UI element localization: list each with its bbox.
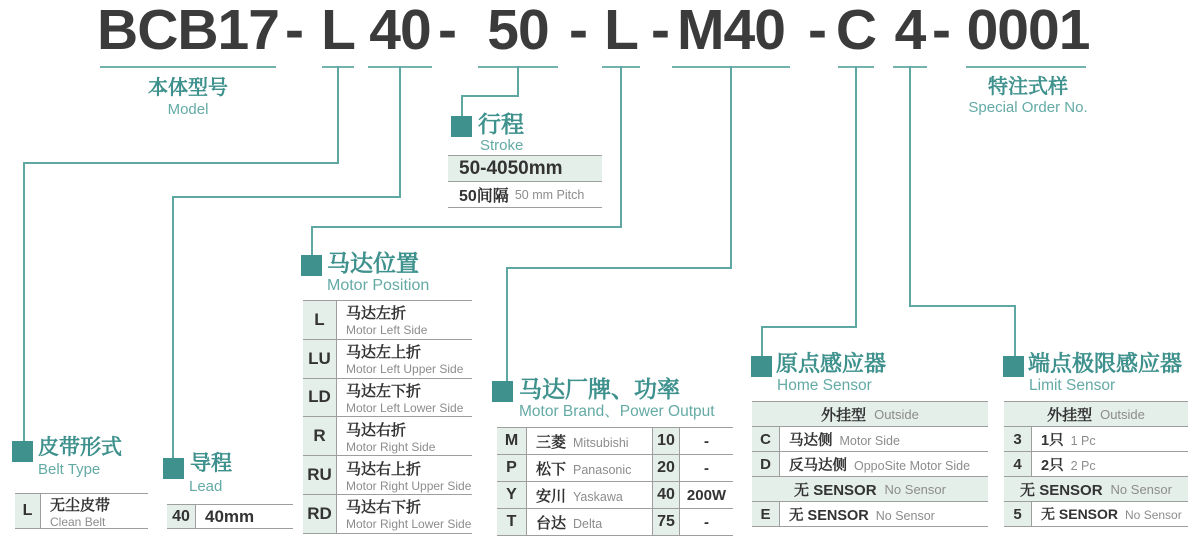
row-desc-zh: 马达左下折 xyxy=(346,382,422,400)
table-row xyxy=(1004,502,1188,527)
row-desc-zh: 无 SENSOR xyxy=(789,507,869,524)
row-code: LD xyxy=(303,379,337,417)
brand-en: Yaskawa xyxy=(573,489,623,504)
code-lead: 40 xyxy=(369,0,431,62)
row-desc-en: Motor Side xyxy=(839,433,900,448)
stroke-title-zh: 行程 xyxy=(478,111,524,137)
power-watt: - xyxy=(704,459,709,477)
table-row xyxy=(497,482,733,509)
special-order-label-en: Special Order No. xyxy=(968,99,1088,116)
power-watt: - xyxy=(704,432,709,450)
motor-brand-table xyxy=(497,427,733,536)
stroke-range-row xyxy=(448,156,602,182)
group-en: No Sensor xyxy=(884,481,946,497)
lead-title-zh: 导程 xyxy=(190,452,232,475)
brand-en: Panasonic xyxy=(573,462,632,477)
code-dash-6: - xyxy=(932,0,950,62)
stroke-section-icon xyxy=(451,116,472,137)
row-code: D xyxy=(752,452,780,476)
row-code: 4 xyxy=(1004,452,1032,476)
row-desc-en: Clean Belt xyxy=(50,514,106,529)
code-motor-brand: M40 xyxy=(677,0,785,62)
row-code: 3 xyxy=(1004,427,1032,451)
row-desc-en: Motor Left Lower Side xyxy=(346,400,464,415)
code-special-order: 0001 xyxy=(966,0,1090,62)
row-desc-en: 2 Pc xyxy=(1070,458,1096,473)
row-code: 5 xyxy=(1004,502,1032,526)
row-code: 40 xyxy=(167,505,196,528)
brand-zh: 松下 xyxy=(536,460,567,478)
brand-en: Mitsubishi xyxy=(573,435,629,450)
code-stroke: 50 xyxy=(487,0,549,62)
code-limit-sensor: 4 xyxy=(894,0,926,62)
stroke-pitch-en: 50 mm Pitch xyxy=(514,187,585,202)
home-sensor-section-icon xyxy=(751,356,772,377)
motor-position-section-icon xyxy=(301,255,322,276)
home-sensor-title-en: Home Sensor xyxy=(777,377,872,394)
row-desc-zh: 无 SENSOR xyxy=(1041,506,1119,522)
limit-sensor-title-zh: 端点极限感应器 xyxy=(1028,351,1183,376)
row-desc-zh: 马达右折 xyxy=(346,421,407,439)
row-code: RD xyxy=(303,495,337,533)
code-series: BCB17 xyxy=(97,0,279,62)
code-dash-3: - xyxy=(569,0,587,62)
row-desc-zh: 1只 xyxy=(1041,432,1064,449)
row-code: P xyxy=(497,455,527,481)
brand-zh: 安川 xyxy=(536,487,567,505)
row-desc-en: Motor Right Side xyxy=(346,439,436,454)
table-row xyxy=(752,427,988,452)
table-row xyxy=(303,379,472,418)
code-motor-position: L xyxy=(604,0,638,62)
row-desc-en: No Sensor xyxy=(1125,508,1182,522)
motor-brand-title-zh: 马达厂牌、功率 xyxy=(519,376,680,402)
group-zh: 外挂型 xyxy=(821,406,867,424)
row-desc-zh: 2只 xyxy=(1041,457,1064,474)
row-desc-zh: 反马达侧 xyxy=(789,457,847,474)
row-desc-en: Motor Right Lower Side xyxy=(346,517,472,532)
underline-series xyxy=(100,66,276,68)
limit-sensor-title-en: Limit Sensor xyxy=(1029,377,1116,394)
row-value: 40mm xyxy=(205,506,255,526)
table-row xyxy=(752,502,988,527)
lead-title-en: Lead xyxy=(189,478,223,495)
row-desc-zh: 马达右上折 xyxy=(346,460,422,478)
motor-position-table xyxy=(303,300,472,534)
code-belt-type: L xyxy=(321,0,355,62)
row-code: T xyxy=(497,509,527,535)
row-desc-en: OppoSite Motor Side xyxy=(854,458,971,473)
row-code: R xyxy=(303,417,337,455)
motor-brand-title-en: Motor Brand、Power Output xyxy=(519,403,715,420)
model-label-zh: 本体型号 xyxy=(148,77,228,99)
power-watt: - xyxy=(704,513,709,531)
code-dash-2: - xyxy=(438,0,456,62)
motor-position-title-zh: 马达位置 xyxy=(327,250,419,276)
row-desc-zh: 马达左折 xyxy=(346,305,407,323)
group-zh: 无 SENSOR xyxy=(794,481,877,499)
row-desc-en: 1 Pc xyxy=(1070,433,1096,448)
row-code: L xyxy=(15,494,41,528)
table-group-header xyxy=(1004,477,1188,502)
table-group-header xyxy=(752,402,988,427)
power-code: 40 xyxy=(652,482,680,508)
group-en: Outside xyxy=(874,406,919,422)
table-row xyxy=(1004,452,1188,477)
motor-brand-section-icon xyxy=(492,381,513,402)
code-dash-4: - xyxy=(651,0,669,62)
row-code: E xyxy=(752,502,780,526)
group-zh: 无 SENSOR xyxy=(1020,481,1103,499)
table-row xyxy=(303,417,472,456)
row-desc-en: Motor Left Upper Side xyxy=(346,362,464,377)
stroke-range-value: 50-4050mm xyxy=(459,157,563,179)
stroke-title-en: Stroke xyxy=(480,137,524,154)
code-dash-5: - xyxy=(808,0,826,62)
group-en: Outside xyxy=(1100,406,1145,422)
row-desc-zh: 马达左上折 xyxy=(346,344,422,362)
motor-position-title-en: Motor Position xyxy=(327,277,430,294)
belt-type-section-icon xyxy=(12,441,33,462)
row-desc-zh: 无尘皮带 xyxy=(50,496,111,514)
stroke-pitch-row xyxy=(448,182,602,208)
table-row xyxy=(1004,427,1188,452)
code-dash-1: - xyxy=(285,0,303,62)
row-desc-en: Motor Right Upper Side xyxy=(346,478,472,493)
lead-table xyxy=(167,504,293,529)
special-order-label-zh: 特注式样 xyxy=(988,76,1068,98)
table-row xyxy=(497,428,733,455)
brand-zh: 三菱 xyxy=(536,433,567,451)
table-group-header xyxy=(1004,402,1188,427)
group-zh: 外挂型 xyxy=(1047,406,1093,424)
power-watt: 200W xyxy=(686,486,727,504)
table-row xyxy=(303,340,472,379)
table-row xyxy=(167,505,293,529)
row-desc-zh: 马达侧 xyxy=(789,432,833,449)
table-row xyxy=(303,456,472,495)
brand-zh: 台达 xyxy=(536,514,567,532)
belt-type-table xyxy=(15,493,148,529)
table-row xyxy=(497,509,733,536)
table-row xyxy=(303,495,472,534)
stroke-pitch-zh: 50间隔 xyxy=(459,188,509,205)
row-code: M xyxy=(497,428,527,454)
row-desc-zh: 马达右下折 xyxy=(346,499,422,517)
row-code: L xyxy=(303,301,337,339)
model-label-en: Model xyxy=(167,101,209,118)
group-en: No Sensor xyxy=(1110,481,1172,497)
table-row xyxy=(497,455,733,482)
power-code: 10 xyxy=(652,428,680,454)
limit-sensor-table xyxy=(1004,401,1188,527)
brand-en: Delta xyxy=(573,516,603,531)
lead-section-icon xyxy=(163,458,184,479)
code-home-sensor: C xyxy=(835,0,877,62)
table-row xyxy=(752,452,988,477)
underline-special-order xyxy=(966,66,1086,68)
row-code: C xyxy=(752,427,780,451)
row-code: LU xyxy=(303,340,337,378)
limit-sensor-section-icon xyxy=(1003,356,1024,377)
table-row xyxy=(303,301,472,340)
table-group-header xyxy=(752,477,988,502)
row-code: RU xyxy=(303,456,337,494)
belt-type-title-zh: 皮带形式 xyxy=(38,436,122,459)
stroke-table xyxy=(448,155,602,208)
row-desc-en: No Sensor xyxy=(875,508,935,523)
power-code: 75 xyxy=(652,509,680,535)
home-sensor-table xyxy=(752,401,988,527)
power-code: 20 xyxy=(652,455,680,481)
table-row xyxy=(15,494,148,529)
belt-type-title-en: Belt Type xyxy=(38,461,101,478)
row-desc-en: Motor Left Side xyxy=(346,323,428,338)
home-sensor-title-zh: 原点感应器 xyxy=(776,351,887,376)
row-code: Y xyxy=(497,482,527,508)
